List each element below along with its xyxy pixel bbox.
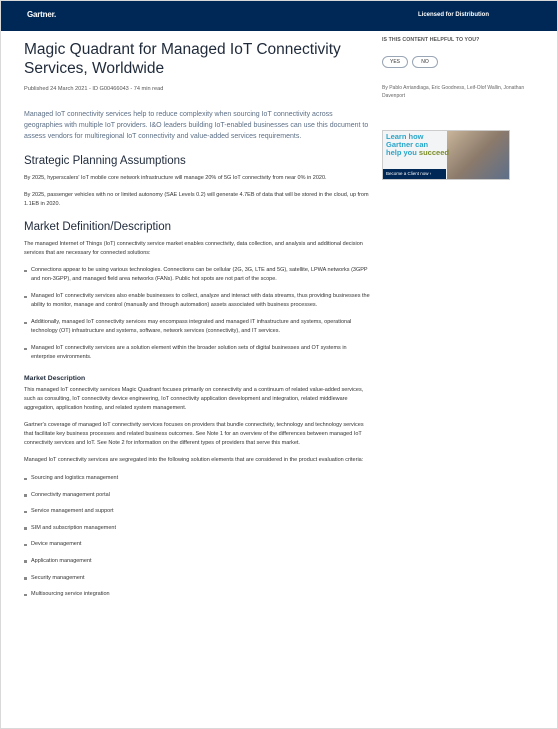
ad-text bbox=[386, 133, 449, 157]
md-heading: Market Definition/Description bbox=[24, 221, 172, 233]
md-bullet-4: Managed IoT connectivity services are a solution element within the broader solution sets of digital businesses and OT systems in enterprise environments. bbox=[24, 344, 372, 362]
list-item: Multisourcing service integration bbox=[24, 590, 372, 599]
ad-line-2: Gartner can bbox=[386, 140, 429, 149]
gartner-ad-banner[interactable] bbox=[382, 130, 510, 180]
list-item: Service management and support bbox=[24, 507, 372, 516]
list-item: Application management bbox=[24, 557, 372, 566]
helpful-buttons bbox=[382, 50, 532, 68]
market-description-heading: Market Description bbox=[24, 375, 86, 382]
title-line-1: Magic Quadrant for Managed IoT Connectivity bbox=[24, 41, 341, 58]
main-content bbox=[24, 40, 372, 599]
authors: By Pablo Arriandiaga, Eric Goodness, Leif-Olof Wallin, Jonathan Davenport bbox=[382, 85, 525, 99]
spa-1: By 2025, hyperscalers' IoT mobile core network infrastructure will manage 20% of 5G IoT connectivity from near 0% in 2020. bbox=[24, 175, 327, 181]
md-bullet-2: Managed IoT connectivity services also enable businesses to collect, analyze and interact with data streams, thus providing businesses the ability to monitor, manage and control (manually and through automation) assets associated with business processes. bbox=[24, 292, 372, 310]
ad-line-3b: succeed bbox=[418, 148, 449, 157]
md-bullets bbox=[24, 266, 372, 362]
ad-line-3a: help you bbox=[386, 148, 419, 157]
sidebar bbox=[382, 37, 532, 100]
spa-heading: Strategic Planning Assumptions bbox=[24, 155, 186, 167]
list-item: Connectivity management portal bbox=[24, 491, 372, 500]
helpful-question: IS THIS CONTENT HELPFUL TO YOU? bbox=[382, 37, 480, 43]
md-intro: The managed Internet of Things (IoT) connectivity service market enables connectivity, data collection, and analysis and additional decision services that are necessary for connected solutions: bbox=[24, 241, 363, 256]
solution-elements bbox=[24, 474, 372, 599]
md-bullet-1: Connections appear to be using various technologies. Connections can be cellular (2G, 3G, LTE and 5G), satellite, LPWA networks (3GPP and non-3GPP), and managed field area networks (FANs). Public hot spots are not part of the scope. bbox=[24, 266, 372, 284]
mdesc-p3: Managed IoT connectivity services are segregated into the following solution elements that are considered in the product evaluation criteria: bbox=[24, 457, 364, 463]
mdesc-p2: Gartner's coverage of managed IoT connectivity services focuses on providers that bundle connectivity, technology and technology services that facilitate key business processes and related business outcomes. See Note 1 for an overview of the differences between managed IoT connectivity services and IoT. See Note 2 for information on the different types of providers that serve this market. bbox=[24, 422, 364, 446]
mdesc-p1: This managed IoT connectivity services Magic Quadrant focuses primarily on connectivity and a continuum of related value-added services, such as consulting, IoT connectivity device engineering, IoT connectivity application development and integration, related middleware aggregation, application hosting, and related system management. bbox=[24, 387, 364, 411]
list-item: Security management bbox=[24, 574, 372, 583]
yes-button[interactable]: YES bbox=[382, 56, 408, 68]
ad-cta[interactable]: Become a Client now › bbox=[383, 169, 446, 179]
page-title bbox=[24, 40, 372, 78]
summary: Managed IoT connectivity services help to reduce complexity when sourcing IoT connectivity across geographies with multiple IoT providers. I&O leaders building IoT-enabled businesses can use this document to assess vendors for multiregional IoT connectivity and value-added services requirements. bbox=[24, 111, 369, 140]
list-item: SIM and subscription management bbox=[24, 524, 372, 533]
title-line-2: Services, Worldwide bbox=[24, 60, 165, 77]
list-item: Sourcing and logistics management bbox=[24, 474, 372, 483]
md-bullet-3: Additionally, managed IoT connectivity services may encompass integrated and managed IT infrastructure and systems, operational technology (OT) infrastructure and systems, software, network services (connectivity), and IT services. bbox=[24, 318, 372, 336]
list-item: Device management bbox=[24, 540, 372, 549]
top-bar bbox=[1, 1, 557, 31]
publish-meta: Published 24 March 2021 - ID G00466043 - 74 min read bbox=[24, 86, 164, 92]
spa-2: By 2025, passenger vehicles with no or limited autonomy (SAE Levels 0.2) will generate 4.7EB of data that will be stored in the cloud, up from 1.1EB in 2020. bbox=[24, 192, 369, 207]
license-label: Licensed for Distribution bbox=[417, 12, 489, 18]
gartner-logo[interactable]: Gartner. bbox=[27, 10, 57, 19]
ad-photo bbox=[447, 131, 509, 179]
no-button[interactable]: NO bbox=[412, 56, 438, 68]
ad-line-1: Learn how bbox=[386, 132, 424, 141]
